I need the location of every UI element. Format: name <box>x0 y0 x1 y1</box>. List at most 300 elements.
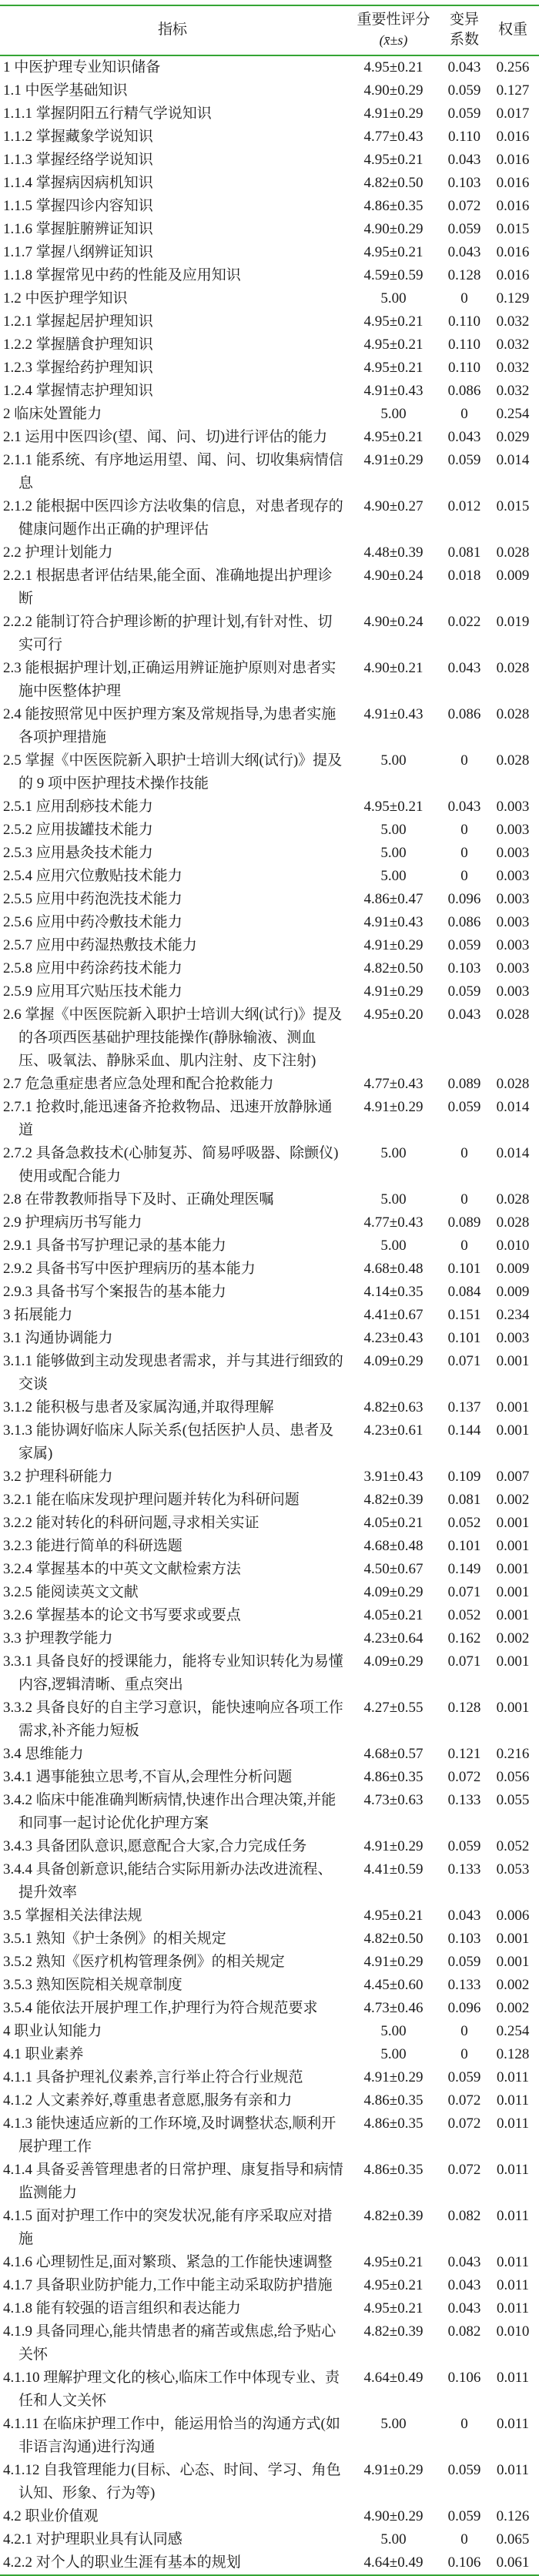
importance-score-cell: 4.86±0.47 <box>363 891 424 907</box>
table-row <box>0 911 539 934</box>
weight-cell: 0.016 <box>496 175 530 191</box>
cv-cell: 0.012 <box>447 498 481 514</box>
cv-cell: 0.072 <box>447 2162 481 2178</box>
weight-cell: 0.052 <box>496 1838 530 1854</box>
table-row <box>0 79 539 102</box>
importance-score-cell: 4.91±0.29 <box>363 1099 424 1115</box>
importance-score-cell: 4.86±0.35 <box>363 2092 424 2109</box>
table-row <box>0 2205 539 2251</box>
table-row <box>0 310 539 333</box>
cv-cell: 0.086 <box>447 706 481 722</box>
importance-score-cell: 5.00 <box>380 290 407 307</box>
weight-cell: 0.028 <box>496 1191 530 1208</box>
indicator-cell: 2.5.3 应用悬灸技术能力 <box>3 845 153 861</box>
cv-cell: 0.081 <box>447 544 481 561</box>
importance-score-cell: 5.00 <box>380 2531 407 2548</box>
indicator-cell: 3.2.2 能对转化的科研问题,寻求相关实证 <box>3 1515 259 1531</box>
cv-cell: 0 <box>460 2531 468 2548</box>
cv-cell: 0 <box>460 2023 468 2039</box>
importance-score-cell: 4.09±0.29 <box>363 1584 424 1600</box>
table-row <box>0 1188 539 1211</box>
weight-cell: 0.001 <box>496 1515 530 1531</box>
table-row <box>0 1211 539 1234</box>
weight-cell: 0.016 <box>496 198 530 214</box>
weight-cell: 0.001 <box>496 1653 530 1670</box>
indicator-cell: 1.1.4 掌握病因病机知识 <box>3 175 153 191</box>
importance-score-cell: 4.91±0.29 <box>363 2462 424 2478</box>
importance-score-cell: 4.90±0.24 <box>363 614 424 630</box>
importance-score-cell: 4.41±0.59 <box>363 1861 424 1878</box>
table-header <box>0 5 539 55</box>
header-cell-importance-score <box>345 5 442 55</box>
importance-score-cell: 4.68±0.48 <box>363 1261 424 1277</box>
importance-score-cell: 5.00 <box>380 868 407 884</box>
cv-cell: 0 <box>460 868 468 884</box>
cv-cell: 0.109 <box>447 1469 481 1485</box>
weight-cell: 0.003 <box>496 799 530 815</box>
importance-score-cell: 4.86±0.35 <box>363 1769 424 1785</box>
indicator-cell: 3.3 护理教学能力 <box>3 1630 113 1646</box>
cv-cell: 0.059 <box>447 2462 481 2478</box>
table-row <box>0 2320 539 2367</box>
cv-cell: 0.043 <box>447 2300 481 2316</box>
importance-score-cell: 4.91±0.29 <box>363 1954 424 1970</box>
header-mean-sd-formula: (x̄±s) <box>379 32 408 48</box>
importance-score-cell: 4.77±0.43 <box>363 129 424 145</box>
table-row <box>0 1096 539 1142</box>
importance-score-cell: 4.95±0.20 <box>363 1007 424 1023</box>
table-row <box>0 1697 539 1743</box>
table-row <box>0 2112 539 2159</box>
weight-cell: 0.015 <box>496 221 530 237</box>
cv-cell: 0.043 <box>447 1908 481 1924</box>
weight-cell: 0.126 <box>496 2508 530 2524</box>
indicator-cell: 3.2.3 能进行简单的科研选题 <box>3 1538 182 1554</box>
table-row <box>0 241 539 264</box>
weight-cell: 0.011 <box>496 2069 530 2085</box>
cv-cell: 0.089 <box>447 1076 481 1092</box>
indicator-cell: 3.2.6 掌握基本的论文书写要求或要点 <box>3 1607 241 1623</box>
weight-cell: 0.015 <box>496 498 530 514</box>
indicator-cell: 1.1.2 掌握藏象学说知识 <box>3 129 153 145</box>
table-row <box>0 564 539 611</box>
weight-cell: 0.032 <box>496 337 530 353</box>
weight-cell: 0.014 <box>496 1099 530 1115</box>
indicator-cell: 4.1.6 心理韧性足,面对繁琐、紧急的工作能快速调整 <box>3 2254 333 2270</box>
weight-cell: 0.009 <box>496 1284 530 1300</box>
table-row <box>0 1419 539 1466</box>
table-row <box>0 1951 539 1974</box>
table-row <box>0 796 539 819</box>
indicator-cell: 2.5.1 应用刮痧技术能力 <box>3 799 153 815</box>
table-row <box>0 2505 539 2528</box>
table-row <box>0 287 539 310</box>
importance-score-cell: 4.86±0.35 <box>363 2115 424 2132</box>
weight-cell: 0.254 <box>496 406 530 422</box>
indicator-cell: 4.1.4 具备妥善管理患者的日常护理、康复指导和病情监测能力 <box>3 2162 343 2201</box>
cv-cell: 0.052 <box>447 1607 481 1623</box>
importance-score-cell: 4.73±0.63 <box>363 1792 424 1808</box>
cv-cell: 0.059 <box>447 452 481 468</box>
cv-cell: 0 <box>460 845 468 861</box>
cv-cell: 0.110 <box>447 337 481 353</box>
table-row <box>0 2066 539 2089</box>
table-row <box>0 1258 539 1281</box>
header-cv-label-line1: 变异 <box>449 12 479 28</box>
weight-cell: 0.065 <box>496 2531 530 2548</box>
weight-cell: 0.001 <box>496 1954 530 1970</box>
weight-cell: 0.234 <box>496 1307 530 1323</box>
table-row <box>0 1604 539 1627</box>
cv-cell: 0.071 <box>447 1353 481 1369</box>
weight-cell: 0.003 <box>496 1330 530 1346</box>
cv-cell: 0 <box>460 822 468 838</box>
indicator-cell: 1.1.8 掌握常见中药的性能及应用知识 <box>3 267 241 283</box>
indicator-cell: 1 中医护理专业知识储备 <box>3 59 161 75</box>
table-row <box>0 126 539 149</box>
indicator-cell: 4.1.10 理解护理文化的核心,临床工作中体现专业、责任和人文关怀 <box>3 2370 340 2409</box>
table-row <box>0 1627 539 1650</box>
weight-cell: 0.216 <box>496 1746 530 1762</box>
weight-cell: 0.011 <box>496 2462 530 2478</box>
indicator-cell: 3.4 思维能力 <box>3 1746 84 1762</box>
importance-score-cell: 4.95±0.21 <box>363 1908 424 1924</box>
table-row <box>0 2551 539 2575</box>
weight-cell: 0.028 <box>496 660 530 676</box>
weight-cell: 0.001 <box>496 1584 530 1600</box>
indicator-cell: 4.1.7 具备职业防护能力,工作中能主动采取防护措施 <box>3 2277 333 2293</box>
indicator-cell: 2.5.6 应用中药冷敷技术能力 <box>3 914 182 930</box>
indicator-cell: 1.2.3 掌握给药护理知识 <box>3 360 153 376</box>
indicator-cell: 2 临床处置能力 <box>3 406 102 422</box>
weight-cell: 0.002 <box>496 1630 530 1646</box>
importance-score-cell: 4.90±0.29 <box>363 82 424 99</box>
importance-score-cell: 4.68±0.48 <box>363 1538 424 1554</box>
importance-score-cell: 4.86±0.35 <box>363 198 424 214</box>
importance-score-cell: 4.77±0.43 <box>363 1076 424 1092</box>
indicator-cell: 2.5.2 应用拔罐技术能力 <box>3 822 153 838</box>
weight-cell: 0.011 <box>496 2416 530 2432</box>
cv-cell: 0.059 <box>447 1099 481 1115</box>
weight-cell: 0.029 <box>496 429 530 445</box>
weight-cell: 0.010 <box>496 1238 530 1254</box>
table-row <box>0 749 539 796</box>
weight-cell: 0.028 <box>496 706 530 722</box>
importance-score-cell: 4.82±0.63 <box>363 1399 424 1415</box>
table-row <box>0 1835 539 1858</box>
table-row <box>0 611 539 657</box>
indicator-cell: 2.7.2 具备急救技术(心肺复苏、简易呼吸器、除颤仪)使用或配合能力 <box>3 1145 339 1184</box>
indicator-cell: 3.2.1 能在临床发现护理问题并转化为科研问题 <box>3 1492 300 1508</box>
indicator-cell: 2.5.9 应用耳穴贴压技术能力 <box>3 983 182 1000</box>
cv-cell: 0.101 <box>447 1261 481 1277</box>
header-weight-label: 权重 <box>497 22 527 38</box>
table-row <box>0 1650 539 1697</box>
table-row <box>0 1974 539 1997</box>
table-row <box>0 2251 539 2274</box>
weight-cell: 0.001 <box>496 1561 530 1577</box>
importance-score-cell: 4.95±0.21 <box>363 337 424 353</box>
weight-cell: 0.014 <box>496 452 530 468</box>
cv-cell: 0.022 <box>447 614 481 630</box>
importance-score-cell: 4.95±0.21 <box>363 2300 424 2316</box>
cv-cell: 0.128 <box>447 1700 481 1716</box>
importance-score-cell: 4.68±0.57 <box>363 1746 424 1762</box>
indicator-cell: 4.1.11 在临床护理工作中，能运用恰当的沟通方式(如非语言沟通)进行沟通 <box>3 2416 340 2455</box>
table-row <box>0 195 539 218</box>
importance-score-cell: 4.95±0.21 <box>363 799 424 815</box>
indicator-cell: 2.9 护理病历书写能力 <box>3 1214 142 1231</box>
weight-cell: 0.016 <box>496 267 530 283</box>
table-row <box>0 1142 539 1188</box>
indicator-cell: 1.1 中医学基础知识 <box>3 82 128 99</box>
indicator-cell: 3.1.1 能够做到主动发现患者需求，并与其进行细致的交谈 <box>3 1353 343 1392</box>
weight-cell: 0.003 <box>496 960 530 976</box>
indicator-cell: 3.5.1 熟知《护士条例》的相关规定 <box>3 1931 226 1947</box>
header-cell-weight <box>487 5 539 55</box>
weight-cell: 0.011 <box>496 2300 530 2316</box>
table-row <box>0 2020 539 2043</box>
indicator-cell: 4.1.1 具备护理礼仪素养,言行举止符合行业规范 <box>3 2069 303 2085</box>
table-row <box>0 819 539 842</box>
importance-score-cell: 4.91±0.29 <box>363 1838 424 1854</box>
table-row <box>0 2413 539 2459</box>
header-cv-label-line2: 系数 <box>449 32 479 48</box>
cv-cell: 0.043 <box>447 59 481 75</box>
cv-cell: 0 <box>460 2046 468 2062</box>
indicator-cell: 2.1.2 能根据中医四诊方法收集的信息，对患者现存的健康问题作出正确的护理评估 <box>3 498 343 538</box>
cv-cell: 0.059 <box>447 221 481 237</box>
table-row <box>0 426 539 449</box>
indicator-cell: 4.2 职业价值观 <box>3 2508 99 2524</box>
table-row <box>0 1350 539 1396</box>
weight-cell: 0.128 <box>496 2046 530 2062</box>
indicator-cell: 2.2.2 能制订符合护理诊断的护理计划,有针对性、切实可行 <box>3 614 333 653</box>
table-row <box>0 865 539 888</box>
indicator-cell: 1.2 中医护理学知识 <box>3 290 128 307</box>
weight-cell: 0.001 <box>496 1399 530 1415</box>
table-row <box>0 403 539 426</box>
table-row <box>0 1535 539 1558</box>
indicator-cell: 4.1.5 面对护理工作中的突发状况,能有序采取应对措施 <box>3 2208 333 2247</box>
cv-cell: 0.043 <box>447 1007 481 1023</box>
cv-cell: 0.084 <box>447 1284 481 1300</box>
weight-cell: 0.017 <box>496 106 530 122</box>
importance-score-cell: 4.95±0.21 <box>363 360 424 376</box>
weight-cell: 0.028 <box>496 1214 530 1231</box>
weight-cell: 0.002 <box>496 2000 530 2016</box>
importance-score-cell: 5.00 <box>380 406 407 422</box>
indicator-cell: 1.2.2 掌握膳食护理知识 <box>3 337 153 353</box>
header-importance-label: 重要性评分 <box>357 12 430 28</box>
importance-score-cell: 4.48±0.39 <box>363 544 424 561</box>
importance-score-cell: 4.91±0.29 <box>363 452 424 468</box>
table-row <box>0 357 539 380</box>
cv-cell: 0.043 <box>447 244 481 260</box>
indicator-cell: 3.5.2 熟知《医疗机构管理条例》的相关规定 <box>3 1954 285 1970</box>
importance-score-cell: 5.00 <box>380 2046 407 2062</box>
indicator-cell: 4.2.1 对护理职业具有认同感 <box>3 2531 182 2548</box>
importance-score-cell: 4.82±0.50 <box>363 175 424 191</box>
weight-cell: 0.011 <box>496 2370 530 2386</box>
table-row <box>0 888 539 911</box>
weight-cell: 0.003 <box>496 822 530 838</box>
table-row <box>0 1234 539 1258</box>
cv-cell: 0.072 <box>447 2115 481 2132</box>
indicator-cell: 4.1.3 能快速适应新的工作环境,及时调整状态,顺利开展护理工作 <box>3 2115 336 2155</box>
indicator-cell: 3.3.2 具备良好的自主学习意识，能快速响应各项工作需求,补齐能力短板 <box>3 1700 343 1739</box>
cv-cell: 0.133 <box>447 1861 481 1878</box>
table-row <box>0 1512 539 1535</box>
weight-cell: 0.028 <box>496 1076 530 1092</box>
indicator-cell: 1.1.7 掌握八纲辨证知识 <box>3 244 153 260</box>
cv-cell: 0.081 <box>447 1492 481 1508</box>
weight-cell: 0.001 <box>496 1700 530 1716</box>
indicator-cell: 2.5.8 应用中药涂药技术能力 <box>3 960 182 976</box>
weight-cell: 0.003 <box>496 891 530 907</box>
weight-cell: 0.129 <box>496 290 530 307</box>
indicator-cell: 3.1.3 能协调好临床人际关系(包括医护人员、患者及家属) <box>3 1422 334 1462</box>
weight-cell: 0.254 <box>496 2023 530 2039</box>
importance-score-cell: 4.82±0.50 <box>363 1931 424 1947</box>
weight-cell: 0.011 <box>496 2092 530 2109</box>
table-row <box>0 1396 539 1419</box>
importance-score-cell: 4.91±0.29 <box>363 2069 424 2085</box>
weight-cell: 0.002 <box>496 1977 530 1993</box>
importance-score-cell: 4.73±0.46 <box>363 2000 424 2016</box>
importance-score-cell: 4.45±0.60 <box>363 1977 424 1993</box>
weight-cell: 0.016 <box>496 244 530 260</box>
cv-cell: 0.149 <box>447 1561 481 1577</box>
cv-cell: 0.059 <box>447 1954 481 1970</box>
importance-score-cell: 5.00 <box>380 1238 407 1254</box>
table-row <box>0 2274 539 2297</box>
importance-score-cell: 4.90±0.24 <box>363 568 424 584</box>
weight-cell: 0.003 <box>496 983 530 1000</box>
importance-score-cell: 4.95±0.21 <box>363 152 424 168</box>
indicator-cell: 2.8 在带教教师指导下及时、正确处理医嘱 <box>3 1191 274 1208</box>
weight-cell: 0.028 <box>496 752 530 769</box>
indicator-cell: 1.1.1 掌握阴阳五行精气学说知识 <box>3 106 212 122</box>
importance-score-cell: 4.77±0.43 <box>363 1214 424 1231</box>
importance-score-cell: 5.00 <box>380 2416 407 2432</box>
importance-score-cell: 4.23±0.64 <box>363 1630 424 1646</box>
cv-cell: 0.082 <box>447 2208 481 2224</box>
cv-cell: 0.133 <box>447 1977 481 1993</box>
weight-cell: 0.001 <box>496 1607 530 1623</box>
table-row <box>0 2459 539 2505</box>
cv-cell: 0.096 <box>447 2000 481 2016</box>
importance-score-cell: 4.91±0.43 <box>363 706 424 722</box>
weight-cell: 0.002 <box>496 1492 530 1508</box>
indicator-cell: 2.5.5 应用中药泡洗技术能力 <box>3 891 182 907</box>
importance-score-cell: 5.00 <box>380 752 407 769</box>
cv-cell: 0.110 <box>447 313 481 330</box>
weight-cell: 0.001 <box>496 1931 530 1947</box>
weight-cell: 0.028 <box>496 1007 530 1023</box>
importance-score-cell: 4.86±0.35 <box>363 2162 424 2178</box>
cv-cell: 0.137 <box>447 1399 481 1415</box>
indicator-cell: 3.1 沟通协调能力 <box>3 1330 113 1346</box>
importance-score-cell: 4.90±0.29 <box>363 221 424 237</box>
cv-cell: 0.059 <box>447 2069 481 2085</box>
importance-score-cell: 4.95±0.21 <box>363 313 424 330</box>
indicator-cell: 3.5.4 能依法开展护理工作,护理行为符合规范要求 <box>3 2000 318 2016</box>
table-row <box>0 2159 539 2205</box>
cv-cell: 0 <box>460 1238 468 1254</box>
cv-cell: 0.121 <box>447 1746 481 1762</box>
weight-cell: 0.009 <box>496 568 530 584</box>
table-row <box>0 102 539 126</box>
importance-score-cell: 5.00 <box>380 1145 407 1161</box>
cv-cell: 0 <box>460 752 468 769</box>
indicator-cell: 2.5.7 应用中药湿热敷技术能力 <box>3 937 197 953</box>
importance-score-cell: 4.82±0.50 <box>363 960 424 976</box>
importance-score-cell: 4.95±0.21 <box>363 2277 424 2293</box>
cv-cell: 0 <box>460 406 468 422</box>
cv-cell: 0.103 <box>447 1931 481 1947</box>
weight-cell: 0.011 <box>496 2254 530 2270</box>
indicator-cell: 4.2.2 对个人的职业生涯有基本的规划 <box>3 2554 241 2571</box>
cv-cell: 0.106 <box>447 2370 481 2386</box>
cv-cell: 0.110 <box>447 360 481 376</box>
indicator-cell: 2.3 能根据护理计划,正确运用辨证施护原则对患者实施中医整体护理 <box>3 660 336 699</box>
importance-score-cell: 5.00 <box>380 2023 407 2039</box>
importance-score-cell: 4.91±0.29 <box>363 983 424 1000</box>
cv-cell: 0.043 <box>447 660 481 676</box>
importance-score-cell: 5.00 <box>380 822 407 838</box>
importance-score-cell: 5.00 <box>380 845 407 861</box>
cv-cell: 0.043 <box>447 2254 481 2270</box>
cv-cell: 0.072 <box>447 1769 481 1785</box>
indicator-cell: 3 拓展能力 <box>3 1307 73 1323</box>
header-cell-cv <box>442 5 487 55</box>
page <box>0 5 539 2576</box>
weight-cell: 0.001 <box>496 1538 530 1554</box>
cv-cell: 0.162 <box>447 1630 481 1646</box>
indicator-cell: 3.2.4 掌握基本的中英文文献检索方法 <box>3 1561 241 1577</box>
cv-cell: 0.059 <box>447 937 481 953</box>
indicator-cell: 3.4.2 临床中能准确判断病情,快速作出合理决策,并能和同事一起讨论优化护理方案 <box>3 1792 336 1831</box>
cv-cell: 0.072 <box>447 2092 481 2109</box>
weight-cell: 0.032 <box>496 383 530 399</box>
table-row <box>0 1743 539 1766</box>
table-row <box>0 957 539 980</box>
table-row <box>0 333 539 357</box>
weight-cell: 0.011 <box>496 2162 530 2178</box>
importance-score-cell: 4.23±0.43 <box>363 1330 424 1346</box>
weight-cell: 0.127 <box>496 82 530 99</box>
table-row <box>0 2089 539 2112</box>
table-row <box>0 980 539 1003</box>
table-row <box>0 380 539 403</box>
cv-cell: 0.043 <box>447 152 481 168</box>
indicator-cell: 2.7.1 抢救时,能迅速备齐抢救物品、迅速开放静脉通道 <box>3 1099 333 1138</box>
weight-cell: 0.056 <box>496 1769 530 1785</box>
importance-score-cell: 4.91±0.43 <box>363 383 424 399</box>
weight-cell: 0.011 <box>496 2277 530 2293</box>
weight-cell: 0.001 <box>496 1353 530 1369</box>
weight-cell: 0.011 <box>496 2115 530 2132</box>
cv-cell: 0 <box>460 290 468 307</box>
indicator-cell: 4.1.8 能有较强的语言组织和表达能力 <box>3 2300 241 2316</box>
indicator-cell: 4 职业认知能力 <box>3 2023 102 2039</box>
table-row <box>0 541 539 564</box>
table-row <box>0 1928 539 1951</box>
table-row <box>0 172 539 195</box>
cv-cell: 0.096 <box>447 891 481 907</box>
indicator-cell: 4.1 职业素养 <box>3 2046 84 2062</box>
